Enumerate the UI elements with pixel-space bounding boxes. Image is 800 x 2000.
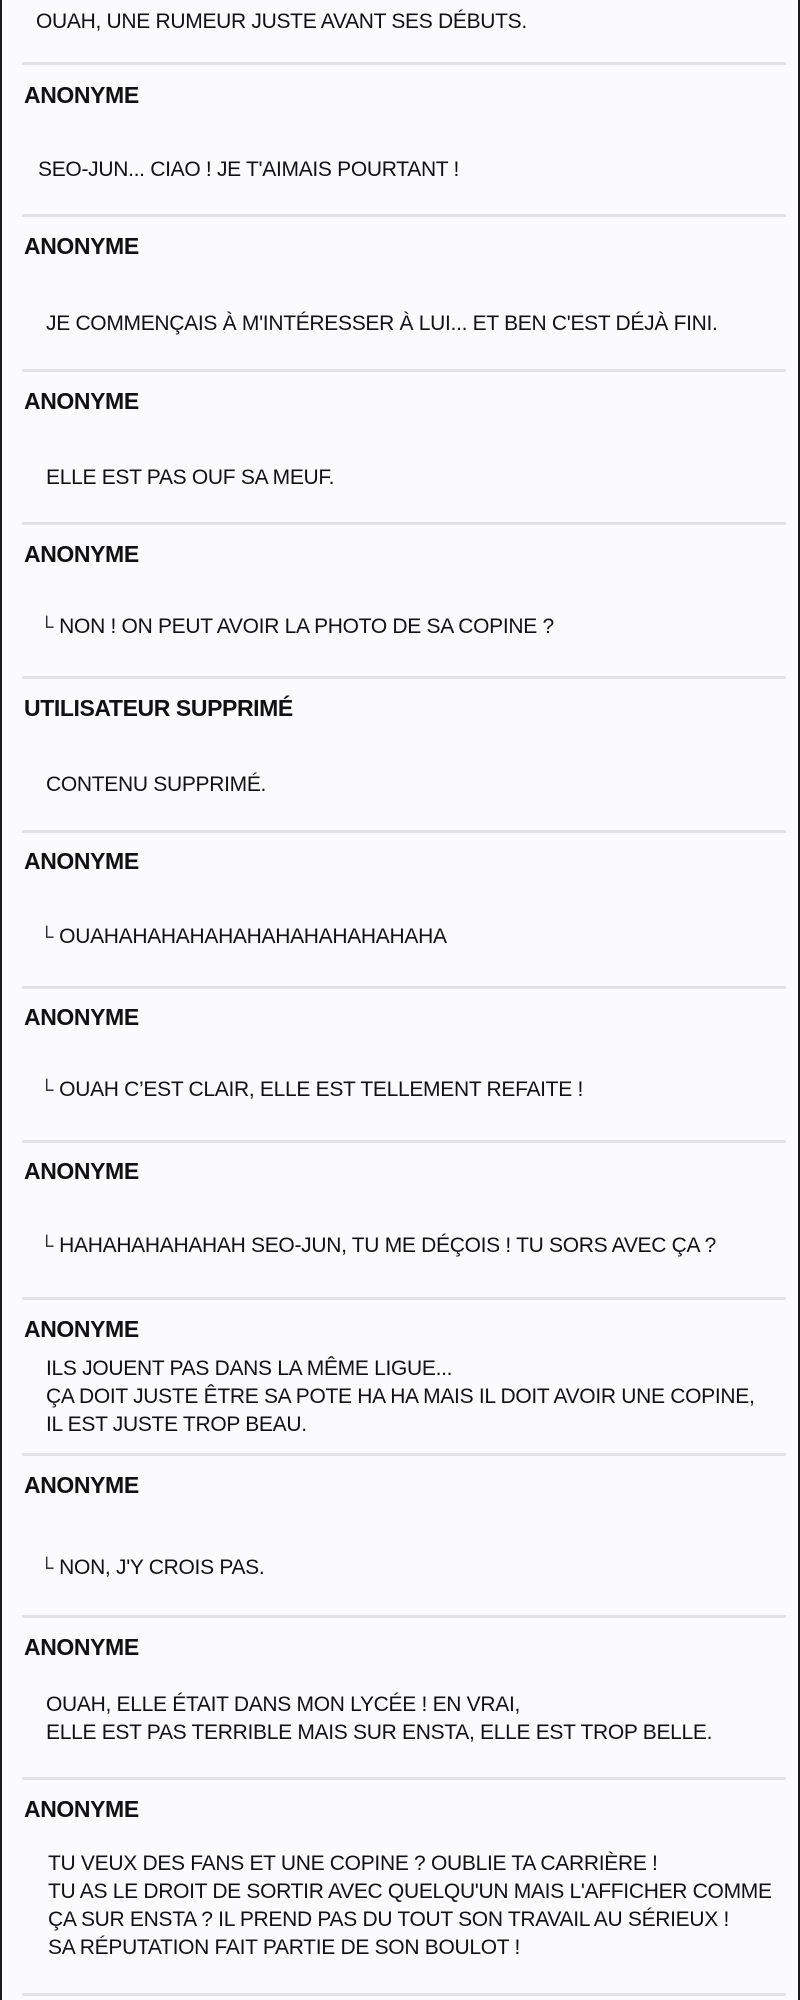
comment-author: ANONYME <box>24 1472 139 1498</box>
first-post-body: OUAH, UNE RUMEUR JUSTE AVANT SES DÉBUTS. <box>36 10 527 33</box>
divider <box>22 986 786 989</box>
comment-body: TU VEUX DES FANS ET UNE COPINE ? OUBLIE TA CARRIÈRE ! TU AS LE DROIT DE SORTIR AVEC QUELQU'UN MAIS L'AFFICHER COMME ÇA SUR ENSTA ? IL PREND PAS DU TOUT SON TRAVAIL AU SÉRIEUX ! SA RÉPUTATION FAIT PARTIE DE SON BOULOT ! <box>48 1852 772 1959</box>
divider <box>22 676 786 679</box>
comment-item[interactable] <box>2 834 800 986</box>
comment-reply <box>40 1076 583 1105</box>
comment-author: ANONYME <box>24 233 139 259</box>
comment-item[interactable] <box>2 526 800 676</box>
comment-author: ANONYME <box>24 1004 139 1030</box>
comment-reply <box>40 1554 264 1583</box>
divider <box>22 1615 786 1618</box>
comment-body: NON, J'Y CROIS PAS. <box>59 1556 265 1579</box>
comment-body: OUAHAHAHAHAHAHAHAHAHAHAHAHA <box>59 925 447 948</box>
comment-reply <box>40 613 554 642</box>
comment-item[interactable] <box>2 218 800 370</box>
comment-body: OUAH C’EST CLAIR, ELLE EST TELLEMENT REFAITE ! <box>59 1078 583 1101</box>
comment-item[interactable] <box>2 1619 800 1777</box>
divider <box>22 1993 786 1996</box>
comment-author: ANONYME <box>24 1634 139 1660</box>
comment-item[interactable] <box>2 1144 800 1296</box>
divider <box>22 1777 786 1780</box>
comment-body: ELLE EST PAS OUF SA MEUF. <box>46 466 335 489</box>
comment-item[interactable] <box>2 680 800 830</box>
comment-item[interactable] <box>2 1457 800 1615</box>
comment-item[interactable] <box>2 373 800 523</box>
comment-item[interactable] <box>2 66 800 216</box>
reply-arrow-icon: └ <box>40 617 54 638</box>
comment-body: JE COMMENÇAIS À M'INTÉRESSER À LUI... ET BEN C'EST DÉJÀ FINI. <box>46 312 718 335</box>
divider <box>22 830 786 833</box>
reply-arrow-icon: └ <box>40 1236 54 1257</box>
comment-reply <box>40 1232 716 1261</box>
comment-body: SEO-JUN... CIAO ! JE T'AIMAIS POURTANT ! <box>38 158 460 181</box>
comment-item[interactable] <box>2 990 800 1140</box>
divider <box>22 62 786 65</box>
comment-item[interactable] <box>2 1301 800 1453</box>
comment-author: UTILISATEUR SUPPRIMÉ <box>24 695 293 721</box>
comment-author: ANONYME <box>24 1158 139 1184</box>
comment-body: CONTENU SUPPRIMÉ. <box>46 773 267 796</box>
comment-author: ANONYME <box>24 82 139 108</box>
divider <box>22 369 786 372</box>
comment-author: ANONYME <box>24 1796 139 1822</box>
comment-author: ANONYME <box>24 541 139 567</box>
divider <box>22 214 786 217</box>
divider <box>22 1140 786 1143</box>
divider <box>22 1453 786 1456</box>
comment-body: NON ! ON PEUT AVOIR LA PHOTO DE SA COPINE ? <box>59 615 554 638</box>
comment-author: ANONYME <box>24 388 139 414</box>
reply-arrow-icon: └ <box>40 927 54 948</box>
reply-arrow-icon: └ <box>40 1080 54 1101</box>
comment-author: ANONYME <box>24 1316 139 1342</box>
divider <box>22 522 786 525</box>
comment-body: ILS JOUENT PAS DANS LA MÊME LIGUE... ÇA DOIT JUSTE ÊTRE SA POTE HA HA MAIS IL DOIT AVOIR UNE COPINE, IL EST JUSTE TROP BEAU. <box>46 1357 755 1436</box>
comment-body: OUAH, ELLE ÉTAIT DANS MON LYCÉE ! EN VRAI, ELLE EST PAS TERRIBLE MAIS SUR ENSTA, ELLE EST TROP BELLE. <box>46 1693 713 1744</box>
comment-author: ANONYME <box>24 848 139 874</box>
comment-body: HAHAHAHAHAHAH SEO-JUN, TU ME DÉÇOIS ! TU SORS AVEC ÇA ? <box>59 1234 716 1257</box>
comment-item[interactable] <box>2 1781 800 1993</box>
comment-reply <box>40 923 447 952</box>
reply-arrow-icon: └ <box>40 1558 54 1579</box>
divider <box>22 1297 786 1300</box>
